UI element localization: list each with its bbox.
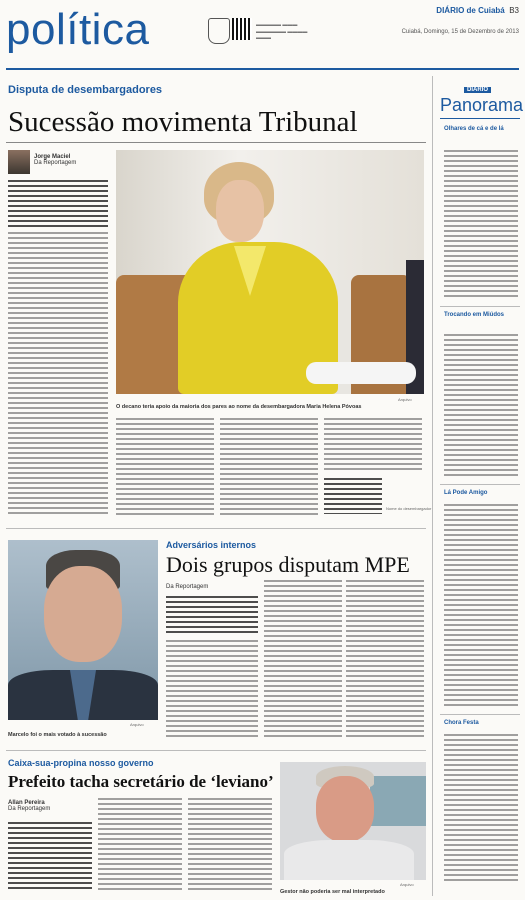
sidebar-section-4-text xyxy=(444,734,518,884)
story2-photo xyxy=(8,540,158,720)
lead-column-3 xyxy=(220,418,318,518)
masthead-rule xyxy=(6,68,519,70)
lead-headline: Sucessão movimenta Tribunal xyxy=(8,106,358,138)
story2-byline: Da Reportagem xyxy=(166,584,209,590)
author-block xyxy=(34,154,76,166)
lead-photo-caption: O decano teria apoio da maioria dos pares ao nome da desembargadora Maria Helena Póvoas xyxy=(116,404,362,410)
sidebar-section-3-text xyxy=(444,504,518,708)
sidebar-divider-3 xyxy=(440,714,520,715)
lead-photo xyxy=(116,150,424,394)
story2-column-3 xyxy=(346,580,424,738)
masthead-info xyxy=(402,6,519,35)
lead-kicker: Disputa de desembargadores xyxy=(8,84,163,96)
story2-column-1 xyxy=(166,640,258,738)
story3-photo xyxy=(280,762,426,880)
page-number: B3 xyxy=(509,6,519,15)
story3-byline-block xyxy=(8,800,50,812)
pullquote-credit: Nome do desembargador xyxy=(386,506,432,511)
story2-kicker: Adversários internos xyxy=(166,540,257,550)
divider-2 xyxy=(6,750,426,751)
sidebar-section-1-title: Olhares de cá e de lá xyxy=(444,126,504,132)
sidebar-section-1-text xyxy=(444,150,518,300)
author-role: Da Reportagem xyxy=(34,160,77,166)
story3-photo-caption: Gestor não poderia ser mal interpretado xyxy=(280,889,385,895)
story3-column-2 xyxy=(98,798,182,892)
story3-headline: Prefeito tacha secretário de ‘leviano’ xyxy=(8,772,274,791)
story2-intro-text xyxy=(166,596,258,636)
sidebar-divider-2 xyxy=(440,484,520,485)
lead-rule xyxy=(6,142,426,143)
sidebar-section-2-text xyxy=(444,334,518,478)
story3-column-3 xyxy=(188,798,272,892)
sidebar-section-2-title: Trocando em Miúdos xyxy=(444,312,505,318)
divider-1 xyxy=(6,528,426,529)
sidebar-rule xyxy=(440,118,520,119)
story3-column-1 xyxy=(8,822,92,892)
sidebar-section-3-title: Lá Pode Amigo xyxy=(444,490,488,496)
sidebar-divider-1 xyxy=(440,306,520,307)
sidebar-divider xyxy=(432,76,433,896)
paper-name: DIÁRIO de Cuiabá xyxy=(436,6,505,15)
story3-byline-role: Da Reportagem xyxy=(8,806,51,812)
sidebar-title: Panorama xyxy=(440,95,524,115)
story2-column-2 xyxy=(264,580,342,738)
issue-date: Cuiabá, Domingo, 15 de Dezembro de 2013 xyxy=(401,29,519,35)
author-name: Jorge Maciel xyxy=(34,154,71,160)
sidebar-section-4-title: Chora Festa xyxy=(444,720,479,726)
story2-headline: Dois grupos disputam MPE xyxy=(166,552,410,577)
author-avatar xyxy=(8,150,30,174)
lead-column-2 xyxy=(116,418,214,518)
story3-kicker: Caixa-sua-propina nosso governo xyxy=(8,758,154,768)
lead-intro-text xyxy=(8,180,108,228)
lead-column-1 xyxy=(8,232,108,514)
story3-byline: Allan Pereira xyxy=(8,800,45,806)
sidebar-header xyxy=(440,78,523,114)
story2-photo-caption: Marcelo foi o mais votado à sucessão xyxy=(8,732,107,738)
lead-photo-credit: Arquivo xyxy=(398,397,412,402)
qr-code-caption: ▬▬▬▬▬ ▬▬▬ ▬▬▬▬▬▬ ▬▬▬▬ ▬▬▬ xyxy=(256,22,308,41)
story2-photo-credit: Arquivo xyxy=(130,722,144,727)
coat-of-arms-icon xyxy=(208,18,230,44)
qr-code-icon xyxy=(232,18,252,40)
lead-column-4 xyxy=(324,418,422,472)
sidebar-kicker: DIÁRIO xyxy=(464,87,491,93)
story3-photo-credit: Arquivo xyxy=(400,882,414,887)
section-title: política xyxy=(6,5,150,54)
lead-pullquote xyxy=(324,478,382,514)
